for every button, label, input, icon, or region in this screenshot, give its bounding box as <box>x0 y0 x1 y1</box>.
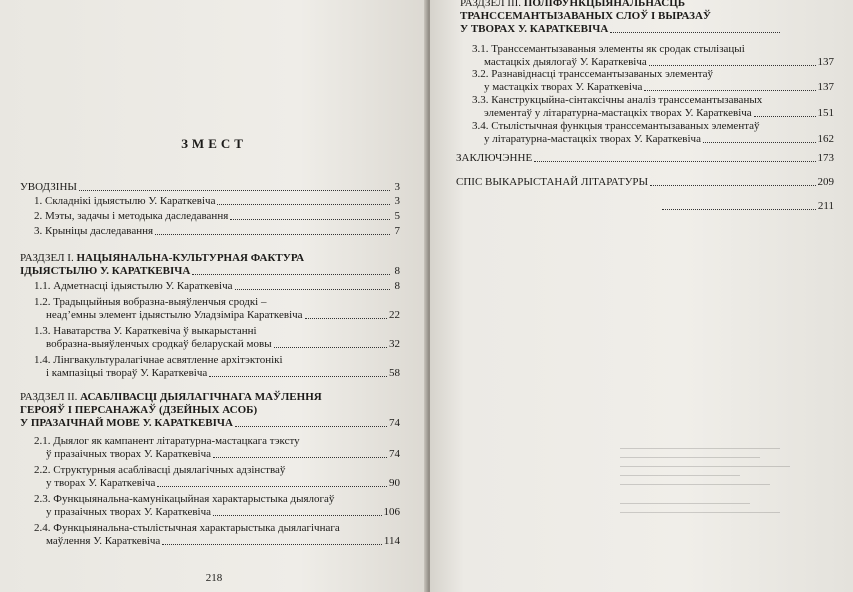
toc-section-2[interactable] <box>20 391 400 430</box>
toc-entry[interactable] <box>472 120 834 146</box>
toc-page: 8 <box>394 280 400 292</box>
toc-entry-intro[interactable] <box>20 181 400 194</box>
toc-label: 3.4. Стылістычная функцыя транссемантызаваных элементаў <box>472 120 760 132</box>
toc-label: вобразна-выяўленчых сродкаў беларускай мовы <box>46 338 272 350</box>
toc-label: 2.1. Дыялог як кампанент літаратурна-мастацкага тэксту <box>34 435 300 447</box>
section-title: АСАБЛІВАСЦІ ДЫЯЛАГІЧНАГА МАЎЛЕННЯ <box>80 391 322 403</box>
toc-entry[interactable] <box>472 68 834 94</box>
section-title: НАЦЫЯНАЛЬНА-КУЛЬТУРНАЯ ФАКТУРА <box>76 252 305 264</box>
toc-label: 3. Крыніцы даследавання <box>34 225 154 237</box>
toc-entry[interactable] <box>34 225 400 238</box>
toc-page: 74 <box>389 448 400 460</box>
section-prefix: РАЗДЗЕЛ ІІ. <box>20 391 78 403</box>
toc-label: у празаічных творах У. Караткевіча <box>46 506 212 518</box>
toc-label: 1.2. Традыцыйныя вобразна-выяўленчыя сродкі – <box>34 296 267 308</box>
toc-label: і кампазіцыі твораў У. Караткевіча <box>46 367 208 379</box>
toc-label: 1.4. Лінгвакультуралагічнае асвятленне архітэктонікі <box>34 354 283 366</box>
section-title: ТРАНССЕМАНТЫЗАВАНЫХ СЛОЎ І ВЫРАЗАЎ <box>460 10 712 22</box>
toc-page: 114 <box>383 535 400 547</box>
section-title: ПОЛІФУНКЦЫЯНАЛЬНАСЦЬ <box>523 0 686 9</box>
toc-page: 58 <box>389 367 400 379</box>
toc-page: 106 <box>383 506 400 518</box>
section-prefix: РАЗДЗЕЛ ІІІ. <box>460 0 522 9</box>
toc-page: 3 <box>394 195 400 207</box>
toc-label: элементаў у літаратурна-мастацкіх творах У. Караткевіча <box>484 107 752 119</box>
toc-page: 8 <box>394 265 400 277</box>
toc-label: 1.1. Адметнасці ідыястылю У. Караткевіча <box>34 280 233 292</box>
section-title: У ПРАЗАІЧНАЙ МОВЕ У. КАРАТКЕВІЧА <box>20 417 233 429</box>
toc-page: 211 <box>817 200 834 212</box>
toc-label: СПІС ВЫКАРЫСТАНАЙ ЛІТАРАТУРЫ <box>456 176 649 188</box>
toc-label: неад’емны элемент ідыястылю Уладзіміра Караткевіча <box>46 309 303 321</box>
toc-page: 74 <box>389 417 400 429</box>
right-page <box>430 0 853 592</box>
toc-section-3[interactable] <box>460 0 840 36</box>
toc-label: 3.3. Канструкцыйна-сінтаксічны аналіз транссемантызаваных <box>472 94 763 106</box>
toc-label: у літаратурна-мастацкіх творах У. Караткевіча <box>484 133 701 145</box>
section-prefix: РАЗДЗЕЛ І. <box>20 252 74 264</box>
toc-entry[interactable] <box>34 435 400 461</box>
toc-entry[interactable] <box>472 43 834 69</box>
toc-page: 32 <box>389 338 400 350</box>
toc-entry[interactable] <box>34 210 400 223</box>
page-number: 218 <box>205 572 223 584</box>
toc-entry[interactable] <box>34 195 400 208</box>
toc-page: 173 <box>817 152 834 164</box>
toc-label: у мастацкіх творах У. Караткевіча <box>484 81 643 93</box>
toc-label: мастацкіх дыялогаў У. Караткевіча <box>484 56 647 68</box>
toc-entry[interactable] <box>34 280 400 293</box>
toc-page: 162 <box>817 133 834 145</box>
toc-label: 2. Мэты, задачы і методыка даследавання <box>34 210 229 222</box>
toc-page: 151 <box>817 107 834 119</box>
toc-label: ў празаічных творах У. Караткевіча <box>46 448 212 460</box>
toc-label: у творах У. Караткевіча <box>46 477 156 489</box>
toc-page: 22 <box>389 309 400 321</box>
toc-label: ЗАКЛЮЧЭННЕ <box>456 152 533 164</box>
toc-label: 2.3. Функцыянальна-камунікацыйная характарыстыка дыялогаў <box>34 493 335 505</box>
toc-entry[interactable] <box>34 296 400 322</box>
toc-entry-conclusion[interactable] <box>456 152 834 165</box>
toc-label: УВОДЗІНЫ <box>20 181 78 193</box>
toc-entry[interactable] <box>34 325 400 351</box>
toc-entry[interactable] <box>34 493 400 519</box>
toc-page: 7 <box>394 225 400 237</box>
toc-entry[interactable] <box>34 464 400 490</box>
toc-label: 3.1. Транссемантызаваныя элементы як сродак стылізацыі <box>472 43 745 55</box>
section-title: ГЕРОЯЎ І ПЕРСАНАЖАЎ (ДЗЕЙНЫХ АСОБ) <box>20 404 258 416</box>
toc-label: 2.2. Структурныя асаблівасці дыялагічных адзінстваў <box>34 464 286 476</box>
toc-label: маўлення У. Караткевіча <box>46 535 161 547</box>
section-title: У ТВОРАХ У. КАРАТКЕВІЧА <box>460 23 609 35</box>
toc-entry-extra[interactable] <box>660 200 834 213</box>
toc-section-1[interactable] <box>20 252 400 278</box>
toc-page: 90 <box>389 477 400 489</box>
toc-page: 137 <box>817 56 834 68</box>
contents-title: ЗМЕСТ <box>181 136 247 151</box>
bleed-through-text <box>620 440 820 560</box>
toc-entry[interactable] <box>34 354 400 380</box>
toc-page: 3 <box>394 181 400 193</box>
toc-entry[interactable] <box>472 94 834 120</box>
toc-label: 1. Складнікі ідыястылю У. Караткевіча <box>34 195 216 207</box>
toc-label: 2.4. Функцыянальна-стылістычная характарыстыка дыялагічнага <box>34 522 340 534</box>
toc-entry-bibliography[interactable] <box>456 176 834 189</box>
section-title: ІДЫЯСТЫЛЮ У. КАРАТКЕВІЧА <box>20 265 191 277</box>
toc-page: 5 <box>394 210 400 222</box>
toc-label: 3.2. Разнавіднасці транссемантызаваных элементаў <box>472 68 714 80</box>
toc-entry[interactable] <box>34 522 400 548</box>
toc-page: 137 <box>817 81 834 93</box>
toc-label: 1.3. Наватарства У. Караткевіча ў выкарыстанні <box>34 325 257 337</box>
toc-page: 209 <box>817 176 834 188</box>
